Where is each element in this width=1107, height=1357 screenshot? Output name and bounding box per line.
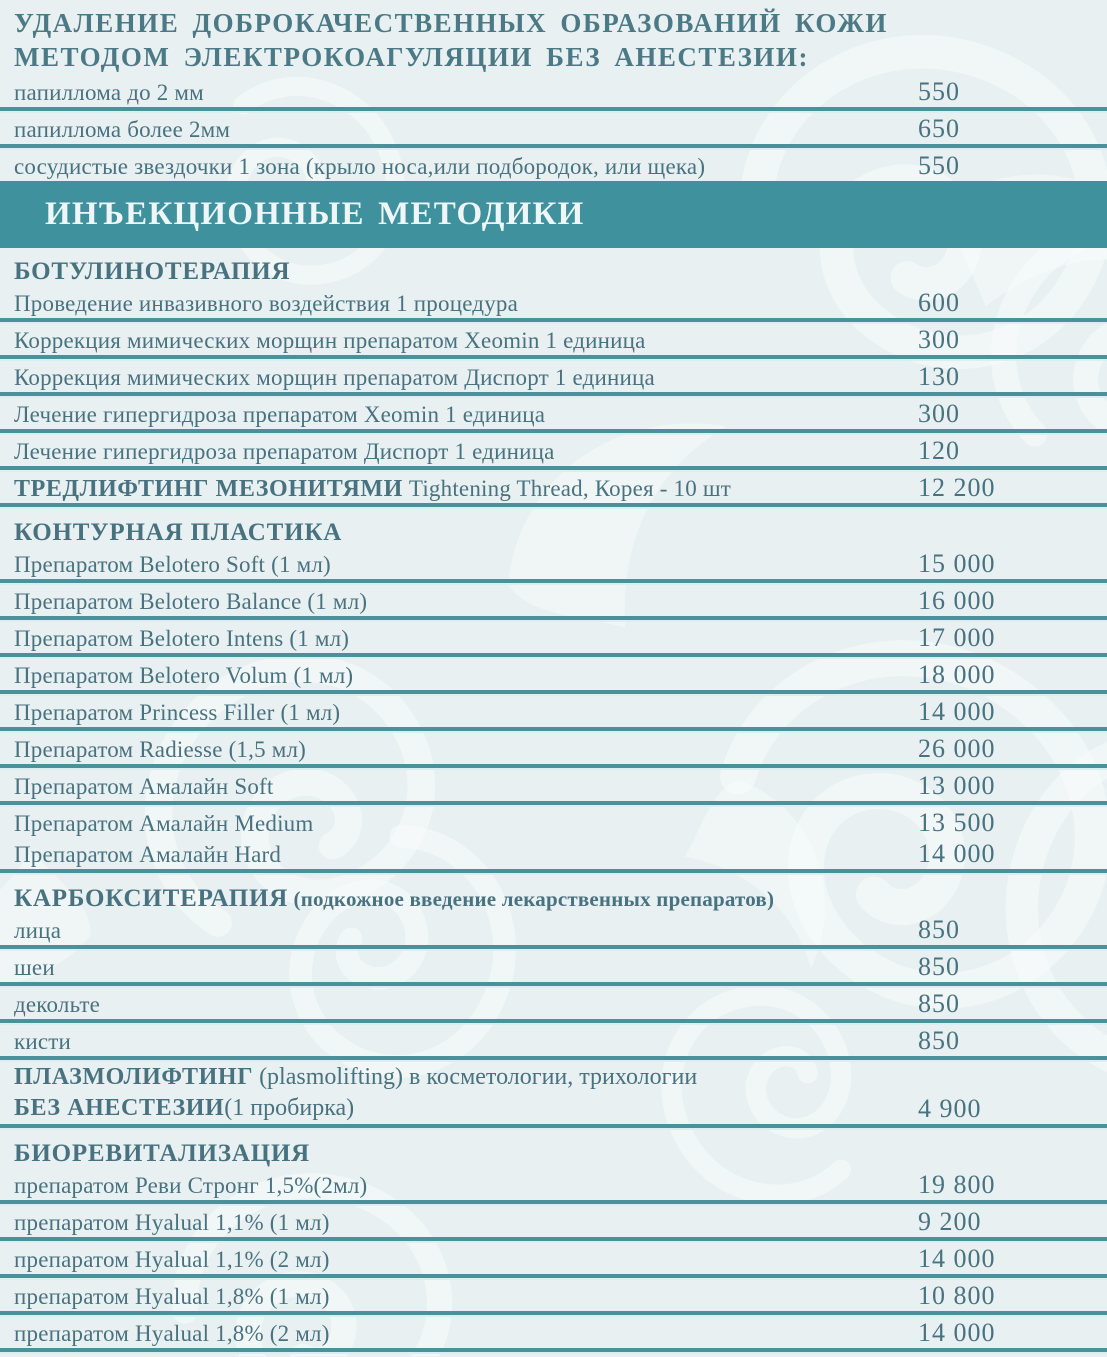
price-row bbox=[0, 435, 1107, 466]
price-value: 19 800 bbox=[918, 1170, 996, 1199]
section-subtitle: (подкожное введение лекарственных препаратов) bbox=[288, 887, 775, 911]
service-label: Лечение гипергидроза препаратом Xeomin 1 единица bbox=[14, 402, 546, 427]
price-row bbox=[0, 988, 1107, 1019]
page-header bbox=[0, 0, 1107, 76]
price-value: 650 bbox=[918, 114, 960, 143]
price-value: 15 000 bbox=[918, 549, 996, 578]
price-value: 10 800 bbox=[918, 1281, 996, 1310]
price-value: 550 bbox=[918, 151, 960, 180]
service-label: препаратом Hyalual 1,1% (2 мл) bbox=[14, 1247, 330, 1272]
service-label: Коррекция мимических морщин препаратом Xeomin 1 единица bbox=[14, 328, 646, 353]
service-label: Препаратом Princess Filler (1 мл) bbox=[14, 700, 341, 725]
price-row-multiline bbox=[0, 1062, 1107, 1124]
service-label: препаратом Hyalual 1,1% (1 мл) bbox=[14, 1210, 330, 1235]
service-label: Препаратом Belotero Intens (1 мл) bbox=[14, 626, 350, 651]
price-row bbox=[0, 361, 1107, 392]
service-label: декольте bbox=[14, 992, 101, 1017]
price-row bbox=[0, 696, 1107, 727]
service-label: Коррекция мимических морщин препаратом Диспорт 1 единица bbox=[14, 365, 655, 390]
price-value: 130 bbox=[918, 362, 960, 391]
service-label-line2-bold: БЕЗ АНЕСТЕЗИИ bbox=[14, 1095, 225, 1121]
price-value: 16 000 bbox=[918, 586, 996, 615]
section-header bbox=[0, 875, 1107, 914]
service-label: Препаратом Амалайн Soft bbox=[14, 774, 274, 799]
service-label: Проведение инвазивного воздействия 1 процедура bbox=[14, 291, 519, 316]
service-label bbox=[14, 473, 918, 505]
service-label-line2 bbox=[14, 1093, 918, 1124]
price-value: 550 bbox=[918, 77, 960, 106]
price-value: 14 000 bbox=[918, 839, 996, 868]
page-header-line2: МЕТОДОМ ЭЛЕКТРОКОАГУЛЯЦИИ БЕЗ АНЕСТЕЗИИ: bbox=[14, 42, 809, 72]
price-value: 26 000 bbox=[918, 734, 996, 763]
service-label-line1-bold: ПЛАЗМОЛИФТИНГ bbox=[14, 1064, 254, 1090]
page-header-line1: УДАЛЕНИЕ ДОБРОКАЧЕСТВЕННЫХ ОБРАЗОВАНИЙ КОЖИ bbox=[14, 8, 888, 38]
section-title: КОНТУРНАЯ ПЛАСТИКА bbox=[14, 519, 343, 546]
service-label: препаратом Реви Стронг 1,5%(2мл) bbox=[14, 1173, 368, 1198]
price-row bbox=[0, 113, 1107, 144]
price-row bbox=[0, 622, 1107, 653]
price-row bbox=[0, 398, 1107, 429]
price-value: 300 bbox=[918, 325, 960, 354]
service-label: лица bbox=[14, 918, 62, 943]
price-value: 13 000 bbox=[918, 771, 996, 800]
price-value: 9 200 bbox=[918, 1207, 982, 1236]
price-row bbox=[0, 472, 1107, 503]
price-value: 600 bbox=[918, 288, 960, 317]
price-row bbox=[0, 548, 1107, 579]
price-row bbox=[0, 1206, 1107, 1237]
service-label: препаратом Hyalual 1,8% (2 мл) bbox=[14, 1321, 330, 1346]
service-label-rest: Tightening Thread, Корея - 10 шт bbox=[402, 476, 732, 501]
section-header bbox=[0, 248, 1107, 287]
section-header bbox=[0, 1130, 1107, 1169]
price-row bbox=[0, 659, 1107, 690]
price-row bbox=[0, 585, 1107, 616]
price-row bbox=[0, 1280, 1107, 1311]
service-label: Препаратом Radiesse (1,5 мл) bbox=[14, 737, 307, 762]
service-label: папиллома до 2 мм bbox=[14, 80, 204, 105]
service-label: шеи bbox=[14, 955, 55, 980]
service-label: папиллома более 2мм bbox=[14, 117, 231, 142]
price-row bbox=[0, 287, 1107, 318]
service-label: Препаратом Belotero Volum (1 мл) bbox=[14, 663, 354, 688]
price-value: 14 000 bbox=[918, 697, 996, 726]
banner-label: ИНЪЕКЦИОННЫЕ МЕТОДИКИ bbox=[45, 196, 585, 232]
section-header bbox=[0, 509, 1107, 548]
price-row bbox=[0, 1317, 1107, 1348]
price-value: 300 bbox=[918, 399, 960, 428]
price-row bbox=[0, 324, 1107, 355]
price-row bbox=[0, 770, 1107, 801]
service-label-bold: ТРЕДЛИФТИНГ МЕЗОНИТЯМИ bbox=[14, 476, 403, 502]
category-banner bbox=[0, 181, 1107, 248]
price-value: 12 200 bbox=[918, 473, 996, 502]
price-row bbox=[0, 951, 1107, 982]
price-value: 850 bbox=[918, 1026, 960, 1055]
price-row bbox=[0, 914, 1107, 945]
price-value: 4 900 bbox=[918, 1094, 982, 1123]
price-value: 17 000 bbox=[918, 623, 996, 652]
price-row bbox=[0, 807, 1107, 838]
service-label-line2-rest: (1 пробирка) bbox=[224, 1095, 355, 1121]
service-label: Препаратом Belotero Soft (1 мл) bbox=[14, 552, 331, 577]
price-row bbox=[0, 733, 1107, 764]
service-label: Лечение гипергидроза препаратом Диспорт 1 единица bbox=[14, 439, 555, 464]
price-value: 850 bbox=[918, 989, 960, 1018]
service-label: сосудистые звездочки 1 зона (крыло носа,или подбородок, или щека) bbox=[14, 154, 706, 179]
price-value: 14 000 bbox=[918, 1318, 996, 1347]
price-row bbox=[0, 76, 1107, 107]
price-value: 850 bbox=[918, 952, 960, 981]
section-title: КАРБОКСИТЕРАПИЯ bbox=[14, 885, 289, 912]
service-label: Препаратом Амалайн Hard bbox=[14, 842, 282, 867]
service-label bbox=[14, 1062, 918, 1124]
section-title: БИОРЕВИТАЛИЗАЦИЯ bbox=[14, 1140, 311, 1167]
service-label: Препаратом Belotero Balance (1 мл) bbox=[14, 589, 368, 614]
price-row bbox=[0, 150, 1107, 181]
service-label-line1-rest: (plasmolifting) в косметологии, трихологии bbox=[253, 1064, 698, 1090]
section-title: БОТУЛИНОТЕРАПИЯ bbox=[14, 258, 291, 285]
service-label: препаратом Hyalual 1,8% (1 мл) bbox=[14, 1284, 330, 1309]
service-label-line1 bbox=[14, 1062, 918, 1093]
price-value: 120 bbox=[918, 436, 960, 465]
price-value: 850 bbox=[918, 915, 960, 944]
price-row bbox=[0, 1169, 1107, 1200]
price-value: 14 000 bbox=[918, 1244, 996, 1273]
price-value: 13 500 bbox=[918, 808, 996, 837]
price-row bbox=[0, 1243, 1107, 1274]
service-label: Препаратом Амалайн Medium bbox=[14, 811, 314, 836]
service-label: кисти bbox=[14, 1029, 72, 1054]
price-value: 18 000 bbox=[918, 660, 996, 689]
price-row bbox=[0, 1025, 1107, 1056]
price-row bbox=[0, 838, 1107, 869]
